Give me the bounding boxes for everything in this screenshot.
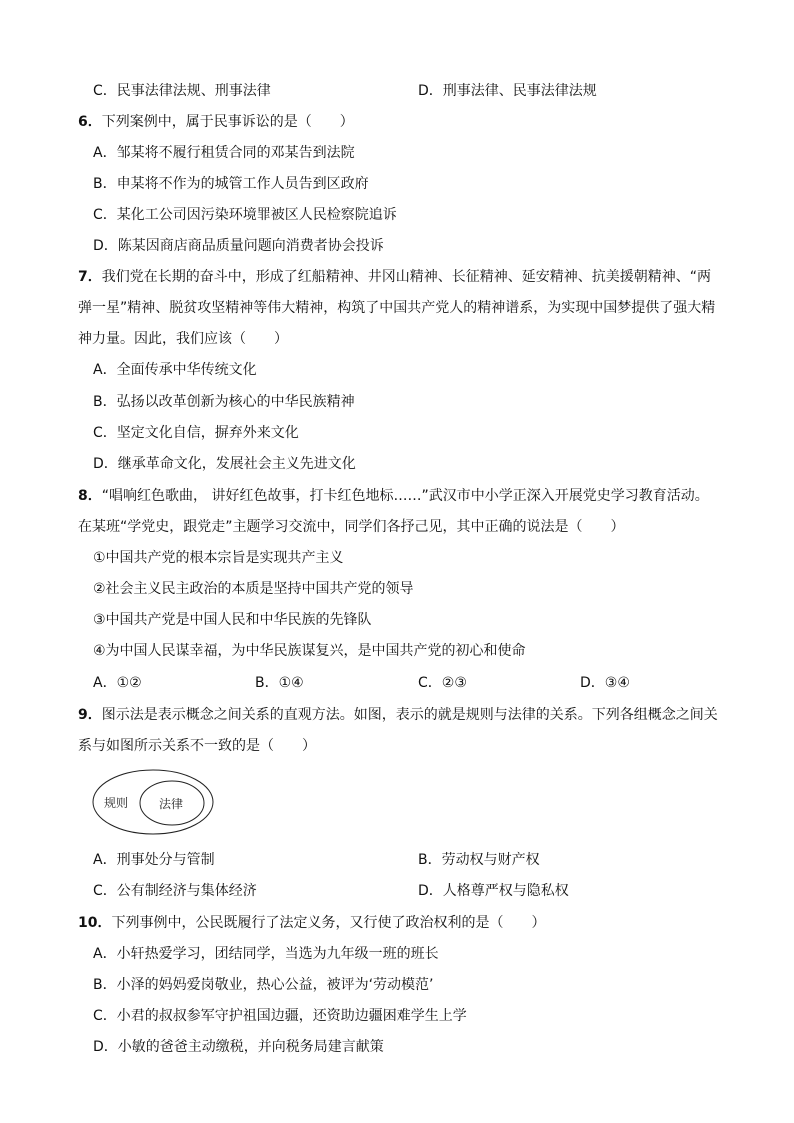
q7-option-b: B．弘扬以改革创新为核心的中华民族精神 — [93, 394, 355, 410]
question-text: “唱响红色歌曲， 讲好红色故事，打卡红色地标……”武汉市中小学正深入开展党史学习教育活动。 — [101, 488, 709, 504]
question-number: 10． — [78, 915, 112, 931]
q6-option-a: A．邹某将不履行租赁合同的邓某告到法院 — [93, 145, 355, 161]
q5-option-c: C．民事法律法规、刑事法律 — [93, 83, 271, 99]
q6-option-b: B．申某将不作为的城管工作人员告到区政府 — [93, 176, 369, 192]
q8-statement-1: ①中国共产党的根本宗旨是实现共产主义 — [93, 550, 344, 566]
q10-option-d: D．小敏的爸爸主动缴税，并向税务局建言献策 — [93, 1039, 384, 1055]
q5-option-d: D．刑事法律、民事法律法规 — [418, 83, 597, 99]
q8-option-a: A．①② — [93, 675, 142, 691]
q9-option-c: C．公有制经济与集体经济 — [93, 883, 257, 899]
q9-option-b: B．劳动权与财产权 — [418, 852, 540, 868]
question-8-stem-line-2: 在某班“学党史，跟党走”主题学习交流中，同学们各抒己见，其中正确的说法是（ ） — [78, 519, 625, 535]
q6-option-d: D．陈某因商店商品质量问题向消费者协会投诉 — [93, 238, 384, 254]
q10-option-b: B．小泽的妈妈爱岗敬业，热心公益，被评为‘劳动模范’ — [93, 977, 434, 993]
q8-statement-4: ④为中国人民谋幸福，为中华民族谋复兴，是中国共产党的初心和使命 — [93, 643, 526, 659]
question-10-stem — [78, 913, 545, 933]
question-7-stem-line-2: 弹一星”精神、脱贫攻坚精神等伟大精神，构筑了中国共产党人的精神谱系，为实现中国梦提供了强大精 — [78, 300, 716, 316]
question-7-stem-line-1 — [78, 267, 711, 287]
q9-option-d: D．人格尊严权与隐私权 — [418, 883, 569, 899]
q7-option-c: C．坚定文化自信，摒弃外来文化 — [93, 425, 299, 441]
question-text: 下列事例中，公民既履行了法定义务，又行使了政治权利的是（ ） — [111, 915, 546, 931]
question-9-stem-line-2: 系与如图所示关系不一致的是（ ） — [78, 738, 316, 754]
q8-option-c: C．②③ — [418, 675, 467, 691]
q6-option-c: C．某化工公司因污染环境罪被区人民检察院追诉 — [93, 207, 397, 223]
question-number: 6． — [78, 114, 102, 130]
question-number: 7． — [78, 269, 102, 285]
question-6-stem — [78, 112, 354, 132]
q8-option-d: D．③④ — [580, 675, 630, 691]
question-text: 图示法是表示概念之间关系的直观方法。如图，表示的就是规则与法律的关系。下列各组概念之间关 — [101, 707, 718, 723]
q10-option-c: C．小君的叔叔参军守护祖国边疆，还资助边疆困难学生上学 — [93, 1008, 467, 1024]
question-number: 9． — [78, 707, 102, 723]
outer-label: 规则 — [104, 796, 129, 810]
q8-statement-3: ③中国共产党是中国人民和中华民族的先锋队 — [93, 612, 372, 628]
question-7-stem-line-3: 神力量。因此，我们应该（ ） — [78, 331, 288, 347]
question-8-stem-line-1 — [78, 486, 709, 506]
q10-option-a: A．小轩热爱学习，团结同学，当选为九年级一班的班长 — [93, 946, 439, 962]
q8-option-b: B．①④ — [255, 675, 304, 691]
inner-label: 法律 — [159, 797, 184, 811]
question-text: 我们党在长期的奋斗中，形成了红船精神、井冈山精神、长征精神、延安精神、抗美援朝精神、“两 — [101, 269, 712, 285]
question-text: 下列案例中，属于民事诉讼的是（ ） — [101, 114, 354, 130]
rules-law-diagram — [90, 765, 225, 840]
question-number: 8． — [78, 488, 102, 504]
q7-option-a: A．全面传承中华传统文化 — [93, 362, 257, 378]
q9-option-a: A．刑事处分与管制 — [93, 852, 215, 868]
question-9-stem-line-1 — [78, 705, 718, 725]
q7-option-d: D．继承革命文化，发展社会主义先进文化 — [93, 456, 356, 472]
q8-statement-2: ②社会主义民主政治的本质是坚持中国共产党的领导 — [93, 581, 414, 597]
